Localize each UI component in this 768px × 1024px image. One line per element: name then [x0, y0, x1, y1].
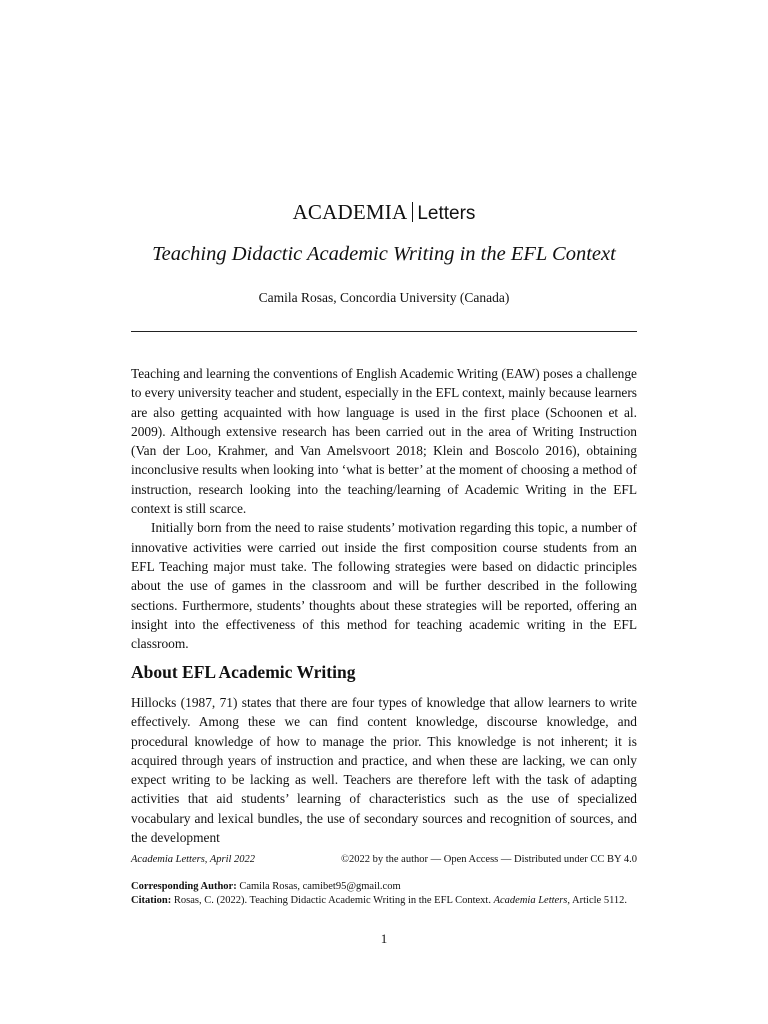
masthead-brand: ACADEMIA [292, 200, 408, 224]
section-heading: About EFL Academic Writing [131, 662, 356, 682]
journal-masthead [0, 198, 768, 228]
author-line: Camila Rosas, Concordia University (Canada) [258, 290, 510, 305]
citation [131, 894, 637, 908]
footer-meta [131, 880, 637, 908]
page-number: 1 [380, 931, 388, 946]
masthead-section: Letters [417, 203, 476, 224]
footer-journal: Academia Letters, April 2022 [131, 854, 256, 865]
citation-suffix: , Article 5112. [567, 894, 628, 906]
intro-paragraph-1: Teaching and learning the conventions of English Academic Writing (EAW) poses a challenge to every university teacher and student, especially in the EFL context, mainly because learners are also getting acquainted with how language is used in the first place (Schoonen et al. 2009). Although extensive research has been carried out in the area of Writing Instruction (Van der Loo, Krahmer, and Van Amelsvoort 2018; Klein and Boscolo 2016), obtaining inconclusive results when looking into ‘what is better’ at the moment of choosing a method of instruction, research looking into the teaching/learning of Academic Writing in the EFL context is still scarce. [131, 366, 637, 517]
footer-license: ©2022 by the author — Open Access — Distributed under CC BY 4.0 [340, 854, 637, 865]
masthead-divider [412, 202, 413, 222]
title-divider [131, 331, 637, 332]
intro-section [131, 364, 637, 653]
paper-title: Teaching Didactic Academic Writing in the EFL Context [152, 243, 616, 265]
citation-label: Citation: [131, 894, 172, 906]
citation-prefix: Rosas, C. (2022). Teaching Didactic Academic Writing in the EFL Context. [173, 894, 491, 906]
section-paragraph-1: Hillocks (1987, 71) states that there are four types of knowledge that allow learners to write effectively. Among these we can find content knowledge, discourse knowledge, and procedural knowledge of how to manage the prior. This knowledge is not inherent; it is acquired through years of instruction and practice, and when these are lacking, we can only expect writing to be lacking as well. Teachers are therefore left with the task of adapting activities that aid students’ learning of characteristics such as the use of specialized vocabulary and lexical bundles, the use of secondary sources and recognition of sources, and the development [131, 695, 637, 846]
corresponding-author [131, 880, 637, 894]
intro-paragraph-2: Initially born from the need to raise students’ motivation regarding this topic, a number of innovative activities were carried out inside the first composition course students from an EFL Teaching major must take. The following strategies were based on didactic principles about the use of games in the classroom and will be further described in the following sections. Furthermore, students’ thoughts about these strategies will be reported, offering an insight into the effectiveness of this method for teaching academic writing in the EFL classroom. [131, 520, 637, 652]
citation-journal: Academia Letters [493, 894, 568, 906]
corresponding-label: Corresponding Author: [131, 881, 237, 892]
section-body [131, 693, 637, 847]
corresponding-value: Camila Rosas, camibet95@gmail.com [239, 881, 401, 892]
